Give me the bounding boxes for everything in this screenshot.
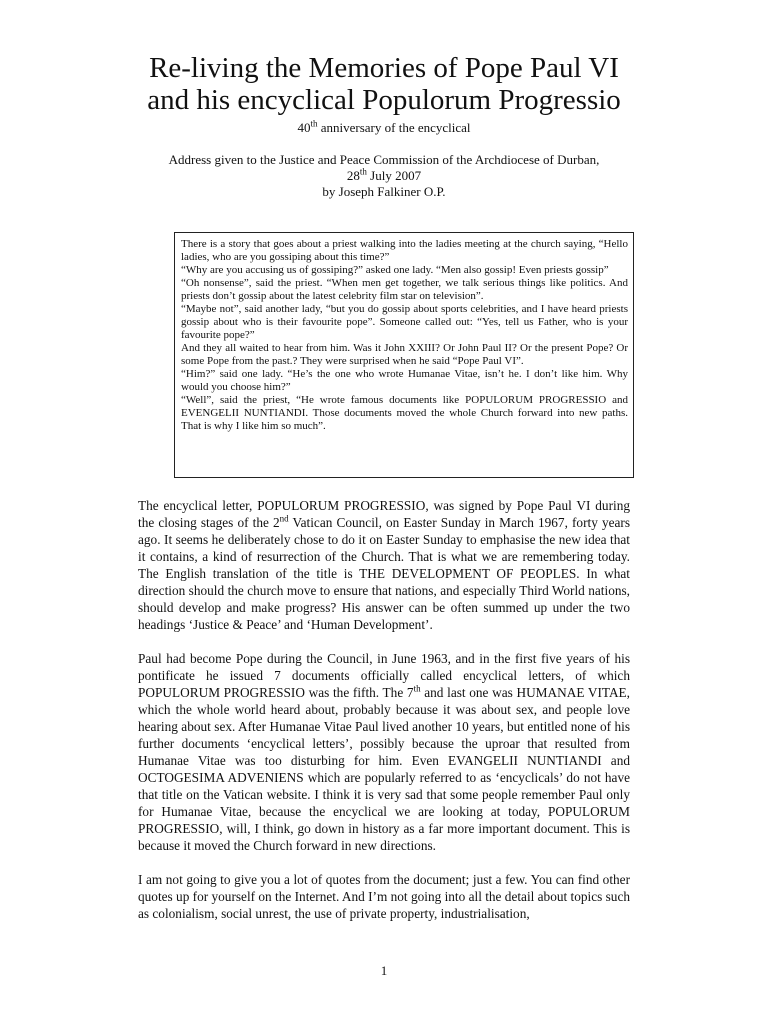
paragraph-1-start: The encyclical letter, POPULORUM PROGRESSIO, was signed by Pope Paul VI during the closing stages of the 2 xyxy=(138,498,630,530)
anniversary-number: 40 xyxy=(297,120,311,135)
paragraph-3: I am not going to give you a lot of quotes from the document; just a few. You can find other quotes up for yourself on the Internet. And I’m not going into all the detail about topics such as colonialism, social unrest, the use of private property, industrialisation, xyxy=(138,872,630,921)
story-line: “Him?” said one lady. “He’s the one who wrote Humanae Vitae, isn’t he. I don’t like him. Why would you choose him?” xyxy=(181,368,628,393)
paragraph-2 xyxy=(138,650,630,854)
anniversary-ordinal: th xyxy=(310,118,318,129)
author-line: by Joseph Falkiner O.P. xyxy=(322,184,446,199)
address-block xyxy=(90,152,678,200)
date-month-year: July 2007 xyxy=(366,168,422,183)
address-line: Address given to the Justice and Peace Commission of the Archdiocese of Durban, xyxy=(168,152,600,167)
story-box xyxy=(174,232,634,478)
story-line: There is a story that goes about a priest walking into the ladies meeting at the church saying, “Hello ladies, who are you gossiping about this time?” xyxy=(181,238,628,263)
paragraph-2-start: Paul had become Pope during the Council, in June 1963, and in the first five years of his pontificate he issued 7 documents officially called encyclical letters, of which POPULORUM PROGRESSIO was the fifth. The 7 xyxy=(138,651,630,700)
document-title xyxy=(100,52,668,116)
story-line: And they all waited to hear from him. Was it John XXIII? Or John Paul II? Or the present Pope? Or some Pope from the past.? They were surprised when he said “Pope Paul VI”. xyxy=(181,342,628,367)
story-line: “Well”, said the priest, “He wrote famous documents like POPULORUM PROGRESSIO and EVENGELII NUNTIANDI. Those documents moved the whole Church forward into new paths. That is why I like him so much”. xyxy=(181,394,628,432)
address-date xyxy=(90,168,678,184)
anniversary-text: anniversary of the encyclical xyxy=(317,120,471,135)
ordinal-suffix: nd xyxy=(279,513,289,524)
story-line: “Why are you accusing us of gossiping?” asked one lady. “Men also gossip! Even priests gossip” xyxy=(181,264,609,276)
title-line-1: Re-living the Memories of Pope Paul VI xyxy=(149,52,619,84)
ordinal-suffix: th xyxy=(413,683,421,694)
page-number: 1 xyxy=(380,963,388,978)
date-day: 28 xyxy=(346,168,360,183)
date-ordinal: th xyxy=(359,166,367,177)
body-text xyxy=(138,497,630,939)
title-line-2: and his encyclical Populorum Progressio xyxy=(147,84,621,116)
paragraph-1 xyxy=(138,497,630,633)
paragraph-1-end: Vatican Council, on Easter Sunday in March 1967, forty years ago. It seems he deliberately chose to do it on Easter Sunday to emphasise the new idea that it contains, a kind of resurrection of the Church. That is what we are remembering today. The English translation of the title is THE DEVELOPMENT OF PEOPLES. In what direction should the church move to ensure that nations, and especially Third World nations, should develop and make progress? His answer can be often summed up under the two headings ‘Justice & Peace’ and ‘Human Development’. xyxy=(138,515,630,632)
paragraph-2-end: and last one was HUMANAE VITAE, which the whole world heard about, probably because it was about sex, and people love hearing about sex. After Humanae Vitae Paul lived another 10 years, but entitled none of his further documents ‘encyclical letters’, possibly because the uproar that resulted from Humanae Vitae was too disturbing for him. Even EVANGELII NUNTIANDI and OCTOGESIMA ADVENIENS which are popularly referred to as ‘encyclicals’ do not have that title on the Vatican website. I think it is very sad that some people remember Paul only for Humanae Vitae, because the encyclical we are looking at today, POPULORUM PROGRESSIO, will, I think, go down in history as a far more important document. This is because it moved the Church forward in new directions. xyxy=(138,685,631,853)
story-line: “Maybe not”, said another lady, “but you do gossip about sports celebrities, and I have heard priests gossip about who is their favourite pope”. Someone called out: “Yes, tell us Father, who is your favourite pope?” xyxy=(181,303,628,341)
anniversary-subtitle xyxy=(100,120,668,136)
story-line: “Oh nonsense”, said the priest. “When men get together, we talk serious things like politics. And priests don’t gossip about the latest celebrity film star on television”. xyxy=(181,277,628,302)
